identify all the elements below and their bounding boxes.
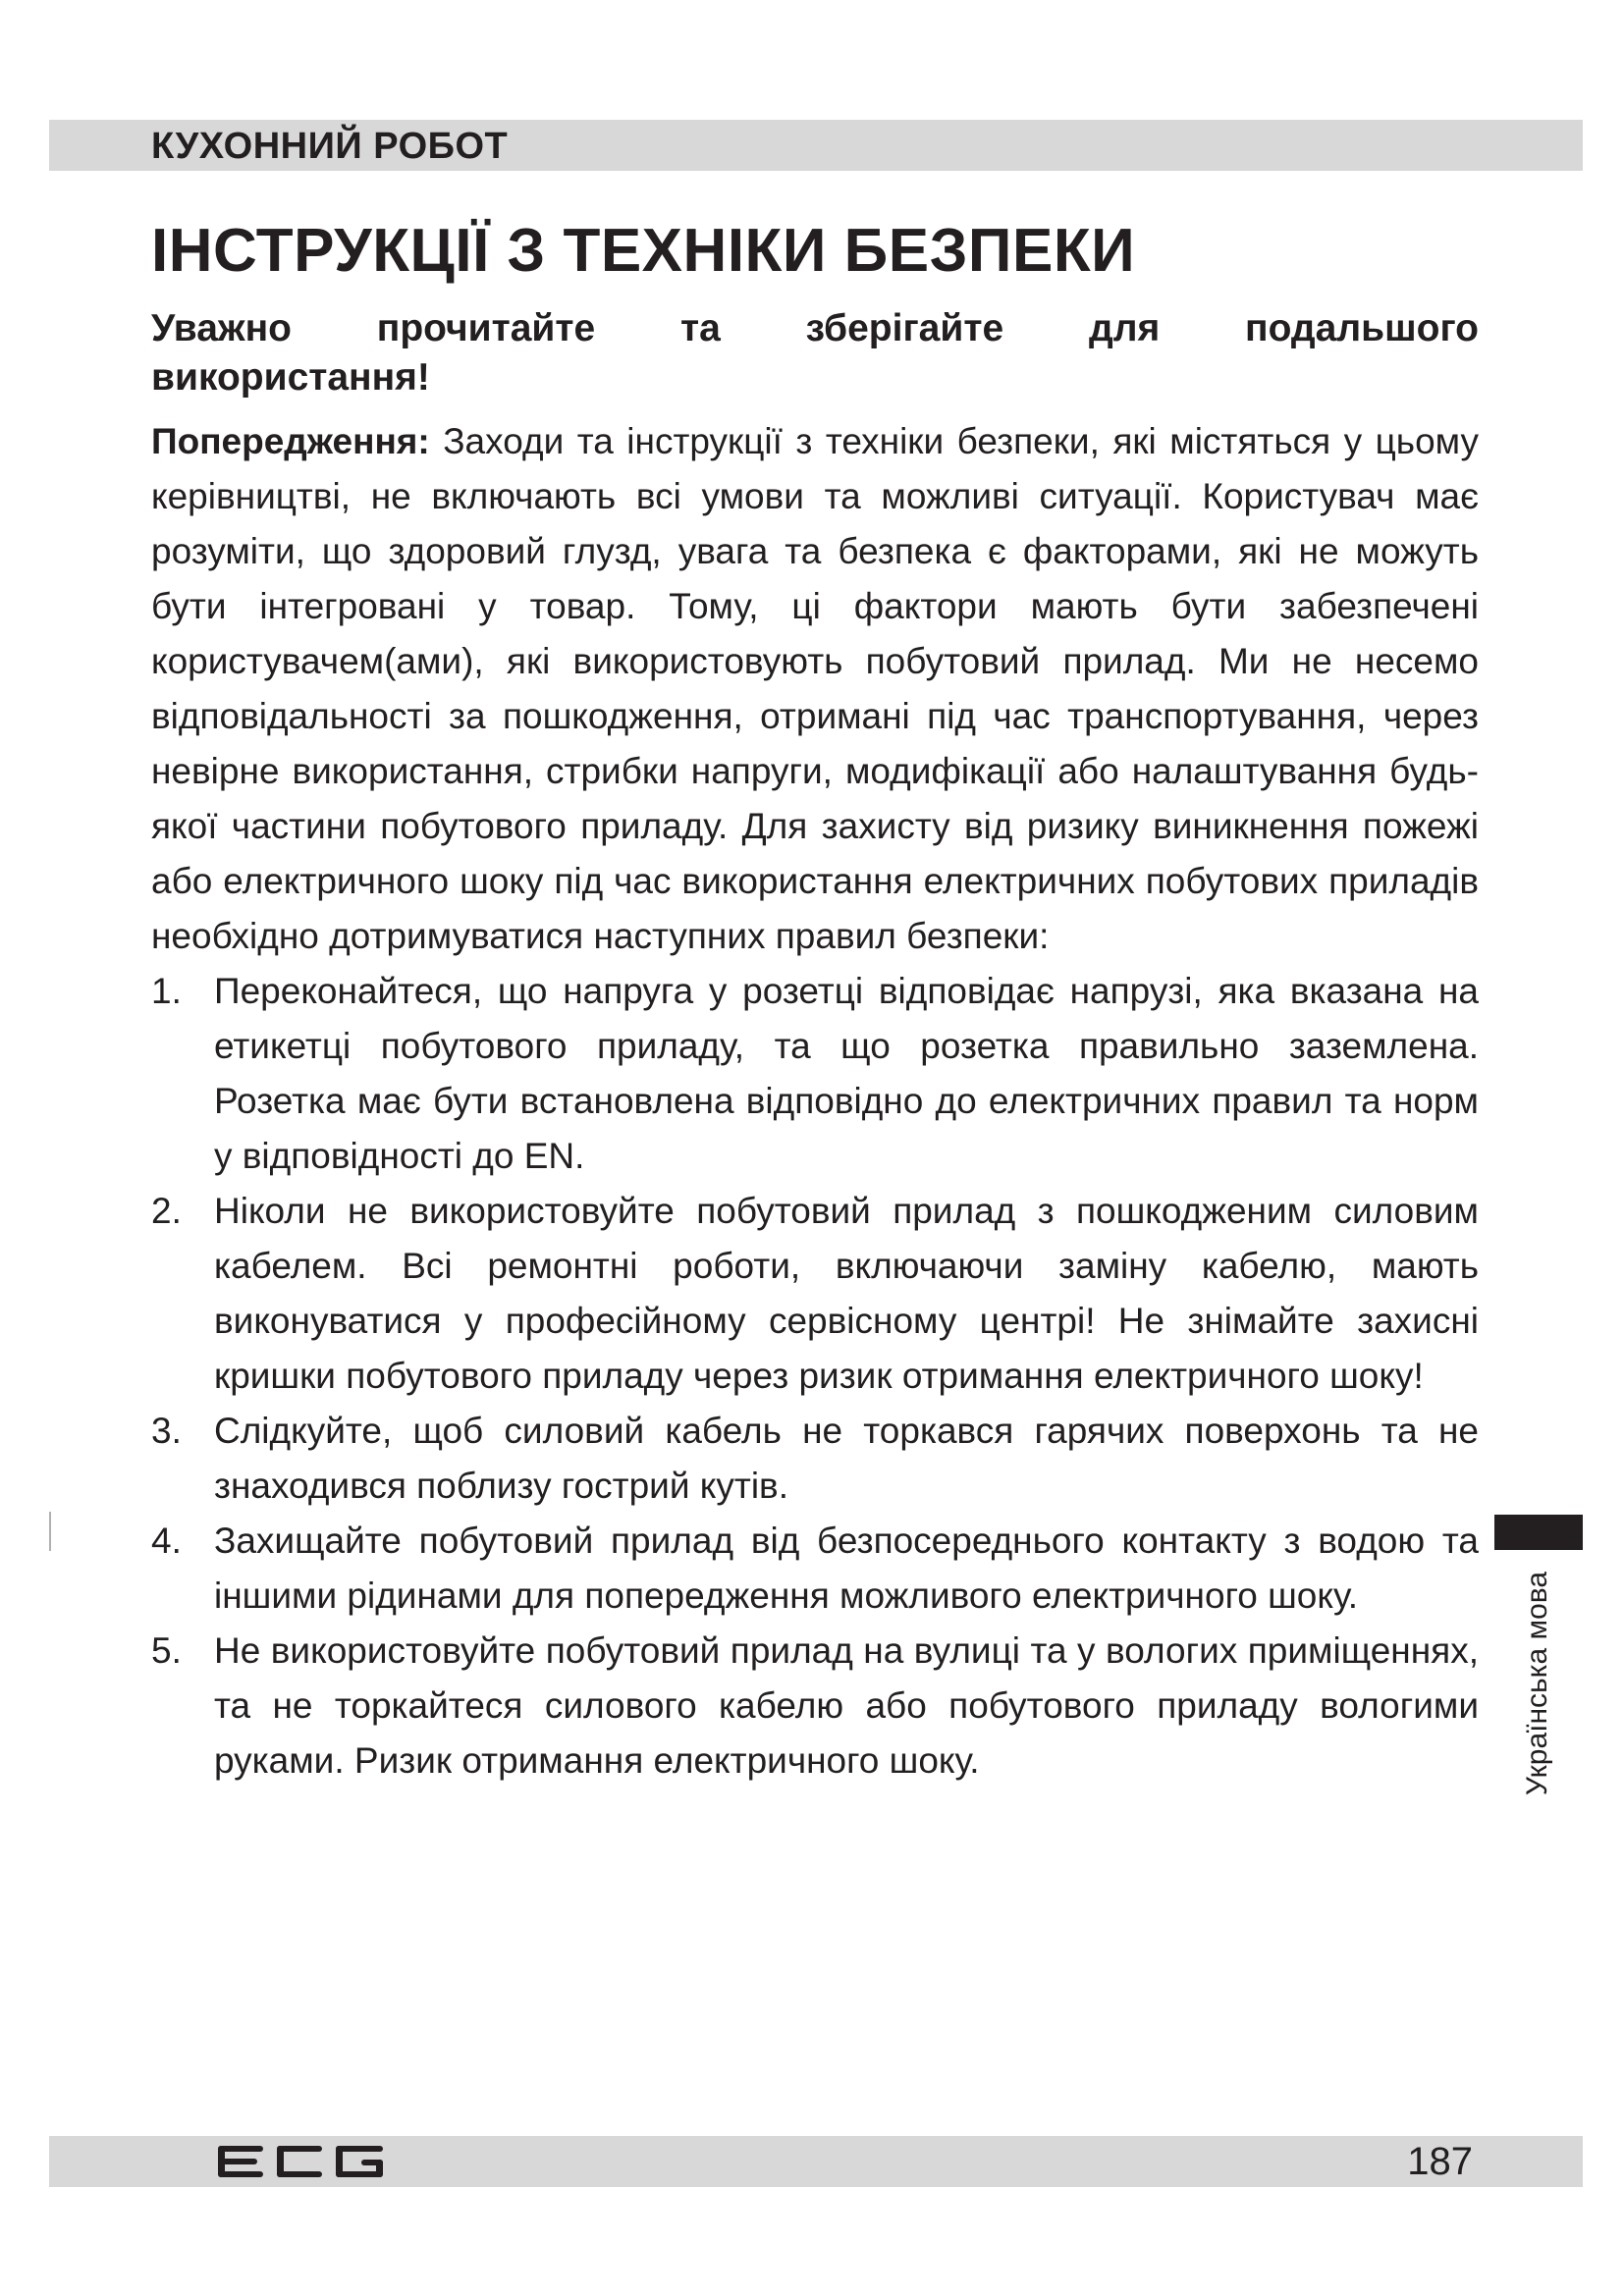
warning-label: Попередження: bbox=[151, 421, 430, 461]
warning-paragraph bbox=[151, 414, 1479, 964]
language-label: Українська мова bbox=[1521, 1571, 1553, 1796]
rule-number: 5. bbox=[151, 1630, 182, 1671]
margin-mark bbox=[49, 1512, 51, 1551]
subtitle bbox=[151, 304, 1479, 402]
language-tab-marker bbox=[1494, 1515, 1583, 1550]
main-content bbox=[151, 208, 1479, 1789]
section-title: КУХОННИЙ РОБОТ bbox=[151, 126, 509, 167]
rule-text: Слідкуйте, щоб силовий кабель не торкався гарячих поверхонь та не знаходився поблизу гострий кутів. bbox=[214, 1411, 1479, 1506]
subtitle-line-2: використання! bbox=[151, 356, 430, 399]
page-number: 187 bbox=[1407, 2140, 1473, 2183]
list-item bbox=[151, 964, 1479, 1184]
list-item bbox=[151, 1404, 1479, 1514]
rule-text: Захищайте побутовий прилад від безпосереднього контакту з водою та іншими рідинами для попередження можливого електричного шоку. bbox=[214, 1521, 1479, 1616]
rule-text: Переконайтеся, що напруга у розетці відповідає напрузі, яка вказана на етикетці побутового приладу, та що розетка правильно заземлена. Розетка має бути встановлена відповідно до електричних правил та норм у відповідності до EN. bbox=[214, 971, 1479, 1176]
language-tab bbox=[1508, 1571, 1567, 1796]
rule-text: Ніколи не використовуйте побутовий прилад з пошкодженим силовим кабелем. Всі ремонтні роботи, включаючи заміну кабелю, мають виконуватися у професійному сервісному центрі! Не знімайте захисні кришки побутового приладу через ризик отримання електричного шоку! bbox=[214, 1191, 1479, 1396]
list-item bbox=[151, 1184, 1479, 1404]
warning-text: Заходи та інструкції з техніки безпеки, які містяться у цьому керівництві, не включають всі умови та можливі ситуації. Користувач має розуміти, що здоровий глузд, увага та безпека є факторами, які не можуть бути інтегровані у товар. Тому, ці фактори мають бути забезпечені користувачем(ами), які використовують побутовий прилад. Ми не несемо відповідальності за пошкодження, отримані під час транспортування, через невірне використання, стрибки напруги, модифікації або налаштування будь-якої частини побутового приладу. Для захисту від ризику виникнення пожежі або електричного шоку під час використання електричних побутових приладів необхідно дотримуватися наступних правил безпеки: bbox=[151, 421, 1479, 956]
page-title: ІНСТРУКЦІЇ З ТЕХНІКИ БЕЗПЕКИ bbox=[151, 217, 1136, 285]
footer-bar bbox=[49, 2136, 1583, 2187]
rule-number: 1. bbox=[151, 971, 182, 1011]
header-bar bbox=[49, 120, 1583, 171]
list-item bbox=[151, 1514, 1479, 1624]
rule-text: Не використовуйте побутовий прилад на вулиці та у вологих приміщеннях, та не торкайтеся силового кабелю або побутового приладу вологими руками. Ризик отримання електричного шоку. bbox=[214, 1630, 1479, 1781]
subtitle-line-1: Уважно прочитайте та зберігайте для подальшого bbox=[151, 307, 1479, 349]
rule-number: 2. bbox=[151, 1191, 182, 1231]
rule-number: 4. bbox=[151, 1521, 182, 1561]
list-item bbox=[151, 1624, 1479, 1789]
ecg-logo bbox=[218, 2144, 385, 2179]
rule-number: 3. bbox=[151, 1411, 182, 1451]
safety-rules-list bbox=[151, 964, 1479, 1789]
